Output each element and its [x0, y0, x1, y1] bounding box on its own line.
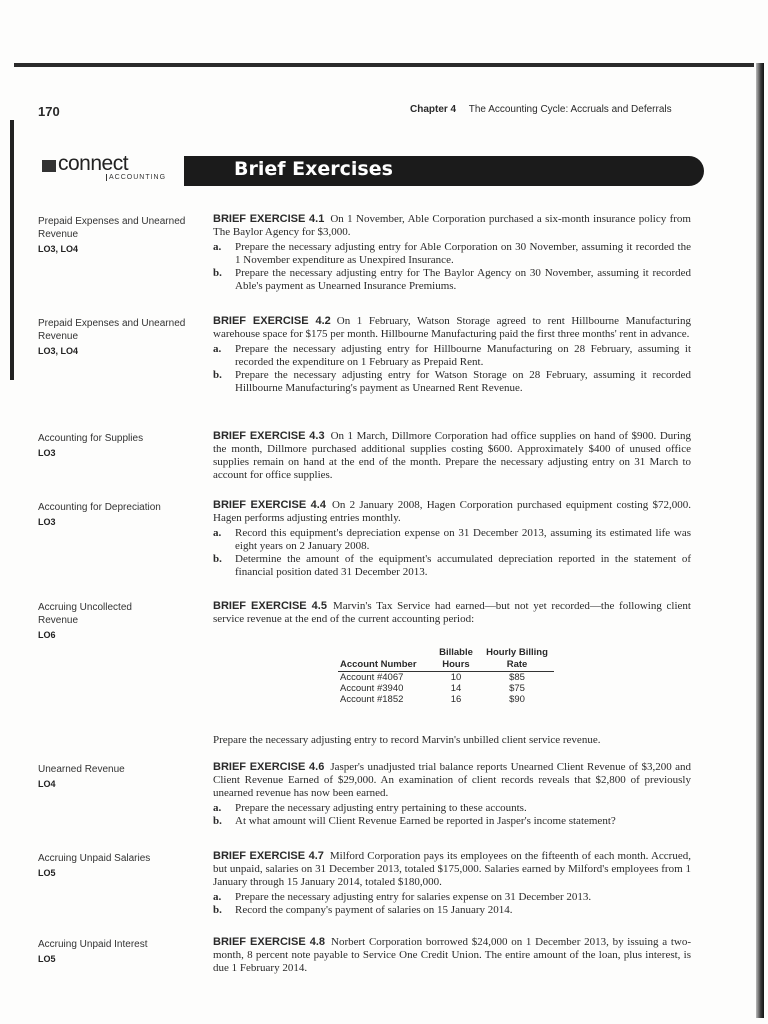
side-label-8 [38, 938, 188, 966]
col-header-hours: Billable Hours [439, 647, 473, 670]
table-row [338, 672, 554, 684]
item-letter: a. [213, 527, 222, 539]
exercise-label: BRIEF EXERCISE 4.7 [213, 850, 324, 862]
page-edge-shadow [756, 63, 764, 1018]
banner-title: Brief Exercises [234, 158, 393, 180]
side-lo: LO3, LO4 [38, 346, 79, 356]
logo-text: connect [58, 152, 129, 175]
exercise-text: On 1 February, Watson Storage agreed to rent Hillbourne Manufacturing warehouse space for $175 per month. Hillbourne Manufacturing paid the first three months' rent in advance. [213, 315, 691, 340]
col-header-account: Account Number [340, 659, 417, 670]
exercise-item [213, 343, 691, 369]
item-text: At what amount will Client Revenue Earned be reported in Jasper's income statement? [235, 815, 616, 827]
item-text: Record the company's payment of salaries on 15 January 2014. [235, 904, 513, 916]
brief-exercise-4-6 [213, 761, 691, 828]
side-label-3 [38, 432, 188, 460]
item-text: Prepare the necessary adjusting entry for Able Corporation on 30 November, assuming it recorded the 1 November expenditure as Unexpired Insurance. [235, 241, 691, 266]
exercise-item [213, 904, 691, 917]
item-letter: b. [213, 553, 222, 565]
exercise-label: BRIEF EXERCISE 4.8 [213, 936, 325, 948]
cell-rate: $75 [509, 683, 525, 694]
item-letter: a. [213, 802, 222, 814]
side-title: Prepaid Expenses and Unearned Revenue [38, 216, 186, 240]
exercise-item [213, 553, 691, 579]
side-label-5 [38, 601, 158, 642]
exercise-text: Norbert Corporation borrowed $24,000 on 1 December 2013, by issuing a two-month, 8 percent note payable to Service One Credit Union. The entire amount of the loan, plus interest, is due 1 February 2014. [213, 936, 691, 974]
side-lo: LO4 [38, 779, 56, 789]
exercise-label: BRIEF EXERCISE 4.3 [213, 430, 325, 442]
side-title: Accounting for Depreciation [38, 502, 161, 513]
exercise-item [213, 815, 691, 828]
page-number: 170 [38, 104, 60, 119]
exercise-item [213, 891, 691, 904]
side-lo: LO5 [38, 868, 56, 878]
cell-rate: $85 [509, 672, 525, 683]
side-lo: LO3, LO4 [38, 244, 79, 254]
cell-hours: 14 [450, 683, 462, 694]
side-lo: LO5 [38, 954, 56, 964]
side-label-7 [38, 852, 188, 880]
table-followup-text: Prepare the necessary adjusting entry to record Marvin's unbilled client service revenue. [213, 734, 601, 746]
side-lo: LO3 [38, 517, 56, 527]
cell-rate: $90 [509, 694, 525, 705]
running-header [410, 104, 672, 115]
side-label-4 [38, 501, 188, 529]
exercise-label: BRIEF EXERCISE 4.5 [213, 600, 327, 612]
exercise-label: BRIEF EXERCISE 4.1 [213, 213, 325, 225]
brief-exercise-4-4 [213, 499, 691, 579]
item-text: Prepare the necessary adjusting entry pertaining to these accounts. [235, 802, 527, 814]
exercise-text: On 2 January 2008, Hagen Corporation purchased equipment costing $72,000. Hagen performs adjusting entries monthly. [213, 499, 691, 524]
exercise-item [213, 527, 691, 553]
section-banner [34, 150, 689, 190]
exercise-label: BRIEF EXERCISE 4.2 [213, 315, 331, 327]
logo-mark-icon [42, 160, 56, 172]
brief-exercise-4-8 [213, 936, 691, 975]
brief-exercise-4-5 [213, 600, 691, 626]
exercise-text: On 1 November, Able Corporation purchased a six-month insurance policy from The Baylor Agency for $3,000. [213, 213, 691, 238]
item-text: Prepare the necessary adjusting entry for salaries expense on 31 December 2013. [235, 891, 592, 903]
brief-exercise-4-7 [213, 850, 691, 917]
billing-table [338, 647, 554, 705]
cell-account: Account #3940 [340, 683, 404, 694]
item-text: Prepare the necessary adjusting entry for Hillbourne Manufacturing on 28 February, assuming it recorded the expenditure on 1 February as Prepaid Rent. [235, 343, 691, 368]
side-label-2 [38, 317, 188, 358]
col-header-rate: Hourly Billing Rate [486, 647, 548, 670]
top-rule [14, 63, 754, 67]
connect-logo [42, 152, 182, 186]
exercise-text: Marvin's Tax Service had earned—but not yet recorded—the following client service revenue at the end of the current accounting period: [213, 600, 691, 625]
item-letter: b. [213, 904, 222, 916]
exercise-item [213, 241, 691, 267]
side-title: Unearned Revenue [38, 764, 125, 775]
item-letter: b. [213, 267, 222, 279]
side-label-6 [38, 763, 188, 791]
exercise-label: BRIEF EXERCISE 4.6 [213, 761, 325, 773]
cell-hours: 10 [450, 672, 462, 683]
side-lo: LO6 [38, 630, 56, 640]
brief-exercise-4-3 [213, 430, 691, 482]
exercise-text: On 1 March, Dillmore Corporation had office supplies on hand of $900. During the month, Dillmore purchased additional supplies costing $600. Approximately $400 of unused office supplies remain on hand at the end of the month. Prepare the necessary adjusting entry on 31 March to account for office supplies. [213, 430, 691, 481]
side-lo: LO3 [38, 448, 56, 458]
item-text: Record this equipment's depreciation expense on 31 December 2013, assuming its estimated life was eight years on 2 January 2008. [235, 527, 691, 552]
side-title: Accruing Unpaid Interest [38, 939, 148, 950]
logo-subtext: ACCOUNTING [106, 174, 166, 181]
item-letter: a. [213, 343, 222, 355]
exercise-item [213, 802, 691, 815]
exercise-item [213, 267, 691, 293]
table-row [338, 694, 554, 705]
side-label-1 [38, 215, 188, 256]
table-row [338, 683, 554, 694]
side-title: Prepaid Expenses and Unearned Revenue [38, 318, 186, 342]
exercise-label: BRIEF EXERCISE 4.4 [213, 499, 326, 511]
binding-mark [10, 120, 14, 380]
side-title: Accounting for Supplies [38, 433, 144, 444]
brief-exercise-4-1 [213, 213, 691, 293]
item-letter: b. [213, 369, 222, 381]
chapter-title: The Accounting Cycle: Accruals and Deferrals [468, 104, 672, 115]
item-letter: a. [213, 891, 222, 903]
item-text: Determine the amount of the equipment's accumulated depreciation reported in the statement of financial position dated 31 December 2013. [235, 553, 691, 578]
item-letter: b. [213, 815, 222, 827]
exercise-item [213, 369, 691, 395]
exercise-text: Milford Corporation pays its employees on the fifteenth of each month. Accrued, but unpaid, salaries on 31 December 2013, totaled $175,000. Salaries earned by Milford's employees from 1 January through 15 January 2014, totaled $180,000. [213, 850, 691, 888]
chapter-label: Chapter 4 [410, 104, 457, 115]
cell-hours: 16 [450, 694, 462, 705]
side-title: Accruing Uncollected Revenue [38, 602, 132, 626]
brief-exercise-4-2 [213, 315, 691, 395]
item-text: Prepare the necessary adjusting entry for The Baylor Agency on 30 November, assuming it recorded Able's payment as Unearned Insurance Premiums. [235, 267, 691, 292]
cell-account: Account #4067 [340, 672, 404, 683]
side-title: Accruing Unpaid Salaries [38, 853, 151, 864]
cell-account: Account #1852 [340, 694, 404, 705]
item-letter: a. [213, 241, 222, 253]
exercise-text: Jasper's unadjusted trial balance reports Unearned Client Revenue of $3,200 and Client Revenue Earned of $29,000. An examination of client records reveals that $2,800 of previously unearned revenue has now been earned. [213, 761, 691, 799]
item-text: Prepare the necessary adjusting entry for Watson Storage on 28 February, assuming it recorded Hillbourne Manufacturing's payment as Unearned Rent Revenue. [235, 369, 691, 394]
